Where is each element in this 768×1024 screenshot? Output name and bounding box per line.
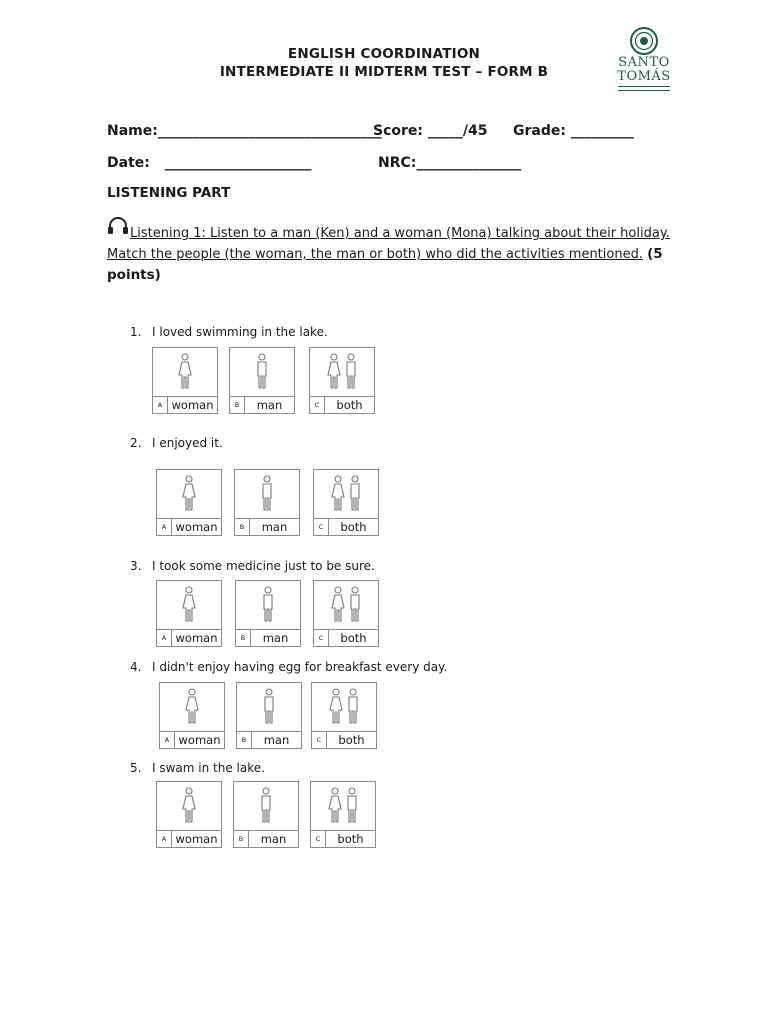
- option-word: both: [338, 733, 365, 747]
- woman-icon: [157, 581, 221, 629]
- option-word: woman: [175, 631, 218, 645]
- option-letter: A: [153, 397, 168, 414]
- both-icon: [312, 683, 376, 731]
- option-label-row: [230, 396, 294, 414]
- date-field[interactable]: Date: _____________________: [107, 155, 312, 171]
- option-label-row: [311, 830, 375, 848]
- option-letter: C: [314, 630, 329, 647]
- option-card-man[interactable]: [235, 580, 301, 647]
- option-label-row: [236, 629, 300, 647]
- option-label-row: [310, 396, 374, 414]
- option-letter: A: [157, 519, 172, 536]
- woman-icon: [157, 470, 221, 518]
- woman-icon: [160, 683, 224, 731]
- man-icon: [235, 470, 299, 518]
- option-word: man: [261, 520, 288, 534]
- section-title: LISTENING PART: [107, 185, 231, 201]
- option-letter: C: [310, 397, 325, 414]
- option-letter: A: [157, 831, 172, 848]
- option-letter: B: [236, 630, 251, 647]
- option-label-row: [235, 518, 299, 536]
- option-letter: C: [311, 831, 326, 848]
- option-card-both[interactable]: [309, 347, 375, 414]
- option-card-woman[interactable]: [152, 347, 218, 414]
- instruction-line-2: Match the people (the woman, the man or both) who did the activities mentioned.: [107, 247, 643, 262]
- question-5: [130, 761, 265, 775]
- option-word: both: [340, 631, 367, 645]
- option-card-man[interactable]: [234, 469, 300, 536]
- question-number: 1.: [130, 325, 142, 339]
- title-line-2: INTERMEDIATE II MIDTERM TEST – FORM B: [219, 64, 549, 80]
- grade-field[interactable]: Grade: _________: [513, 123, 634, 139]
- option-word: woman: [175, 520, 218, 534]
- option-label-row: [157, 518, 221, 536]
- woman-icon: [157, 782, 221, 830]
- question-3: [130, 559, 375, 573]
- option-card-both[interactable]: [313, 469, 379, 536]
- option-card-man[interactable]: [233, 781, 299, 848]
- question-number: 5.: [130, 761, 142, 775]
- option-label-row: [314, 629, 378, 647]
- man-icon: [236, 581, 300, 629]
- option-word: man: [263, 733, 290, 747]
- option-label-row: [157, 629, 221, 647]
- option-card-both[interactable]: [311, 682, 377, 749]
- question-number: 3.: [130, 559, 142, 573]
- both-icon: [314, 581, 378, 629]
- option-word: man: [262, 631, 289, 645]
- both-icon: [311, 782, 375, 830]
- option-letter: B: [230, 397, 245, 414]
- question-4: [130, 660, 448, 674]
- option-word: woman: [171, 398, 214, 412]
- option-word: woman: [175, 832, 218, 846]
- option-card-woman[interactable]: [159, 682, 225, 749]
- question-2: [130, 436, 223, 450]
- question-text: I enjoyed it.: [152, 436, 223, 450]
- santo-tomas-logo: [608, 26, 680, 112]
- option-card-man[interactable]: [229, 347, 295, 414]
- option-word: both: [340, 520, 367, 534]
- option-card-woman[interactable]: [156, 469, 222, 536]
- option-label-row: [314, 518, 378, 536]
- seal-icon: [629, 26, 659, 56]
- name-field[interactable]: Name:________________________________: [107, 123, 382, 139]
- option-label-row: [234, 830, 298, 848]
- instruction-points: (5 points): [107, 246, 663, 283]
- man-icon: [234, 782, 298, 830]
- instruction-line-1: Listening 1: Listen to a man (Ken) and a woman (Mona) talking about their holiday.: [130, 226, 670, 241]
- question-text: I swam in the lake.: [152, 761, 265, 775]
- option-card-both[interactable]: [310, 781, 376, 848]
- option-label-row: [237, 731, 301, 749]
- logo-brand-line-1: SANTO: [618, 55, 670, 70]
- option-letter: C: [314, 519, 329, 536]
- logo-fineprint: [608, 86, 680, 93]
- option-card-woman[interactable]: [156, 781, 222, 848]
- score-field[interactable]: Score: _____/45: [373, 123, 488, 139]
- question-1: [130, 325, 328, 339]
- option-letter: C: [312, 732, 327, 749]
- both-icon: [314, 470, 378, 518]
- man-icon: [230, 348, 294, 396]
- option-card-both[interactable]: [313, 580, 379, 647]
- option-letter: A: [157, 630, 172, 647]
- option-card-man[interactable]: [236, 682, 302, 749]
- option-word: man: [256, 398, 283, 412]
- option-word: both: [336, 398, 363, 412]
- both-icon: [310, 348, 374, 396]
- man-icon: [237, 683, 301, 731]
- option-label-row: [312, 731, 376, 749]
- headphones-icon: [107, 216, 129, 240]
- title-line-1: ENGLISH COORDINATION: [287, 46, 481, 62]
- option-letter: B: [234, 831, 249, 848]
- question-text: I didn't enjoy having egg for breakfast every day.: [152, 660, 448, 674]
- woman-icon: [153, 348, 217, 396]
- option-label-row: [160, 731, 224, 749]
- question-text: I loved swimming in the lake.: [152, 325, 328, 339]
- option-word: woman: [178, 733, 221, 747]
- question-number: 2.: [130, 436, 142, 450]
- option-label-row: [153, 396, 217, 414]
- nrc-field[interactable]: NRC:_______________: [378, 155, 522, 171]
- option-card-woman[interactable]: [156, 580, 222, 647]
- question-number: 4.: [130, 660, 142, 674]
- logo-brand-line-2: TOMÁS: [617, 69, 671, 84]
- option-label-row: [157, 830, 221, 848]
- question-text: I took some medicine just to be sure.: [152, 559, 375, 573]
- option-letter: B: [237, 732, 252, 749]
- option-letter: A: [160, 732, 175, 749]
- option-word: man: [260, 832, 287, 846]
- option-letter: B: [235, 519, 250, 536]
- option-word: both: [337, 832, 364, 846]
